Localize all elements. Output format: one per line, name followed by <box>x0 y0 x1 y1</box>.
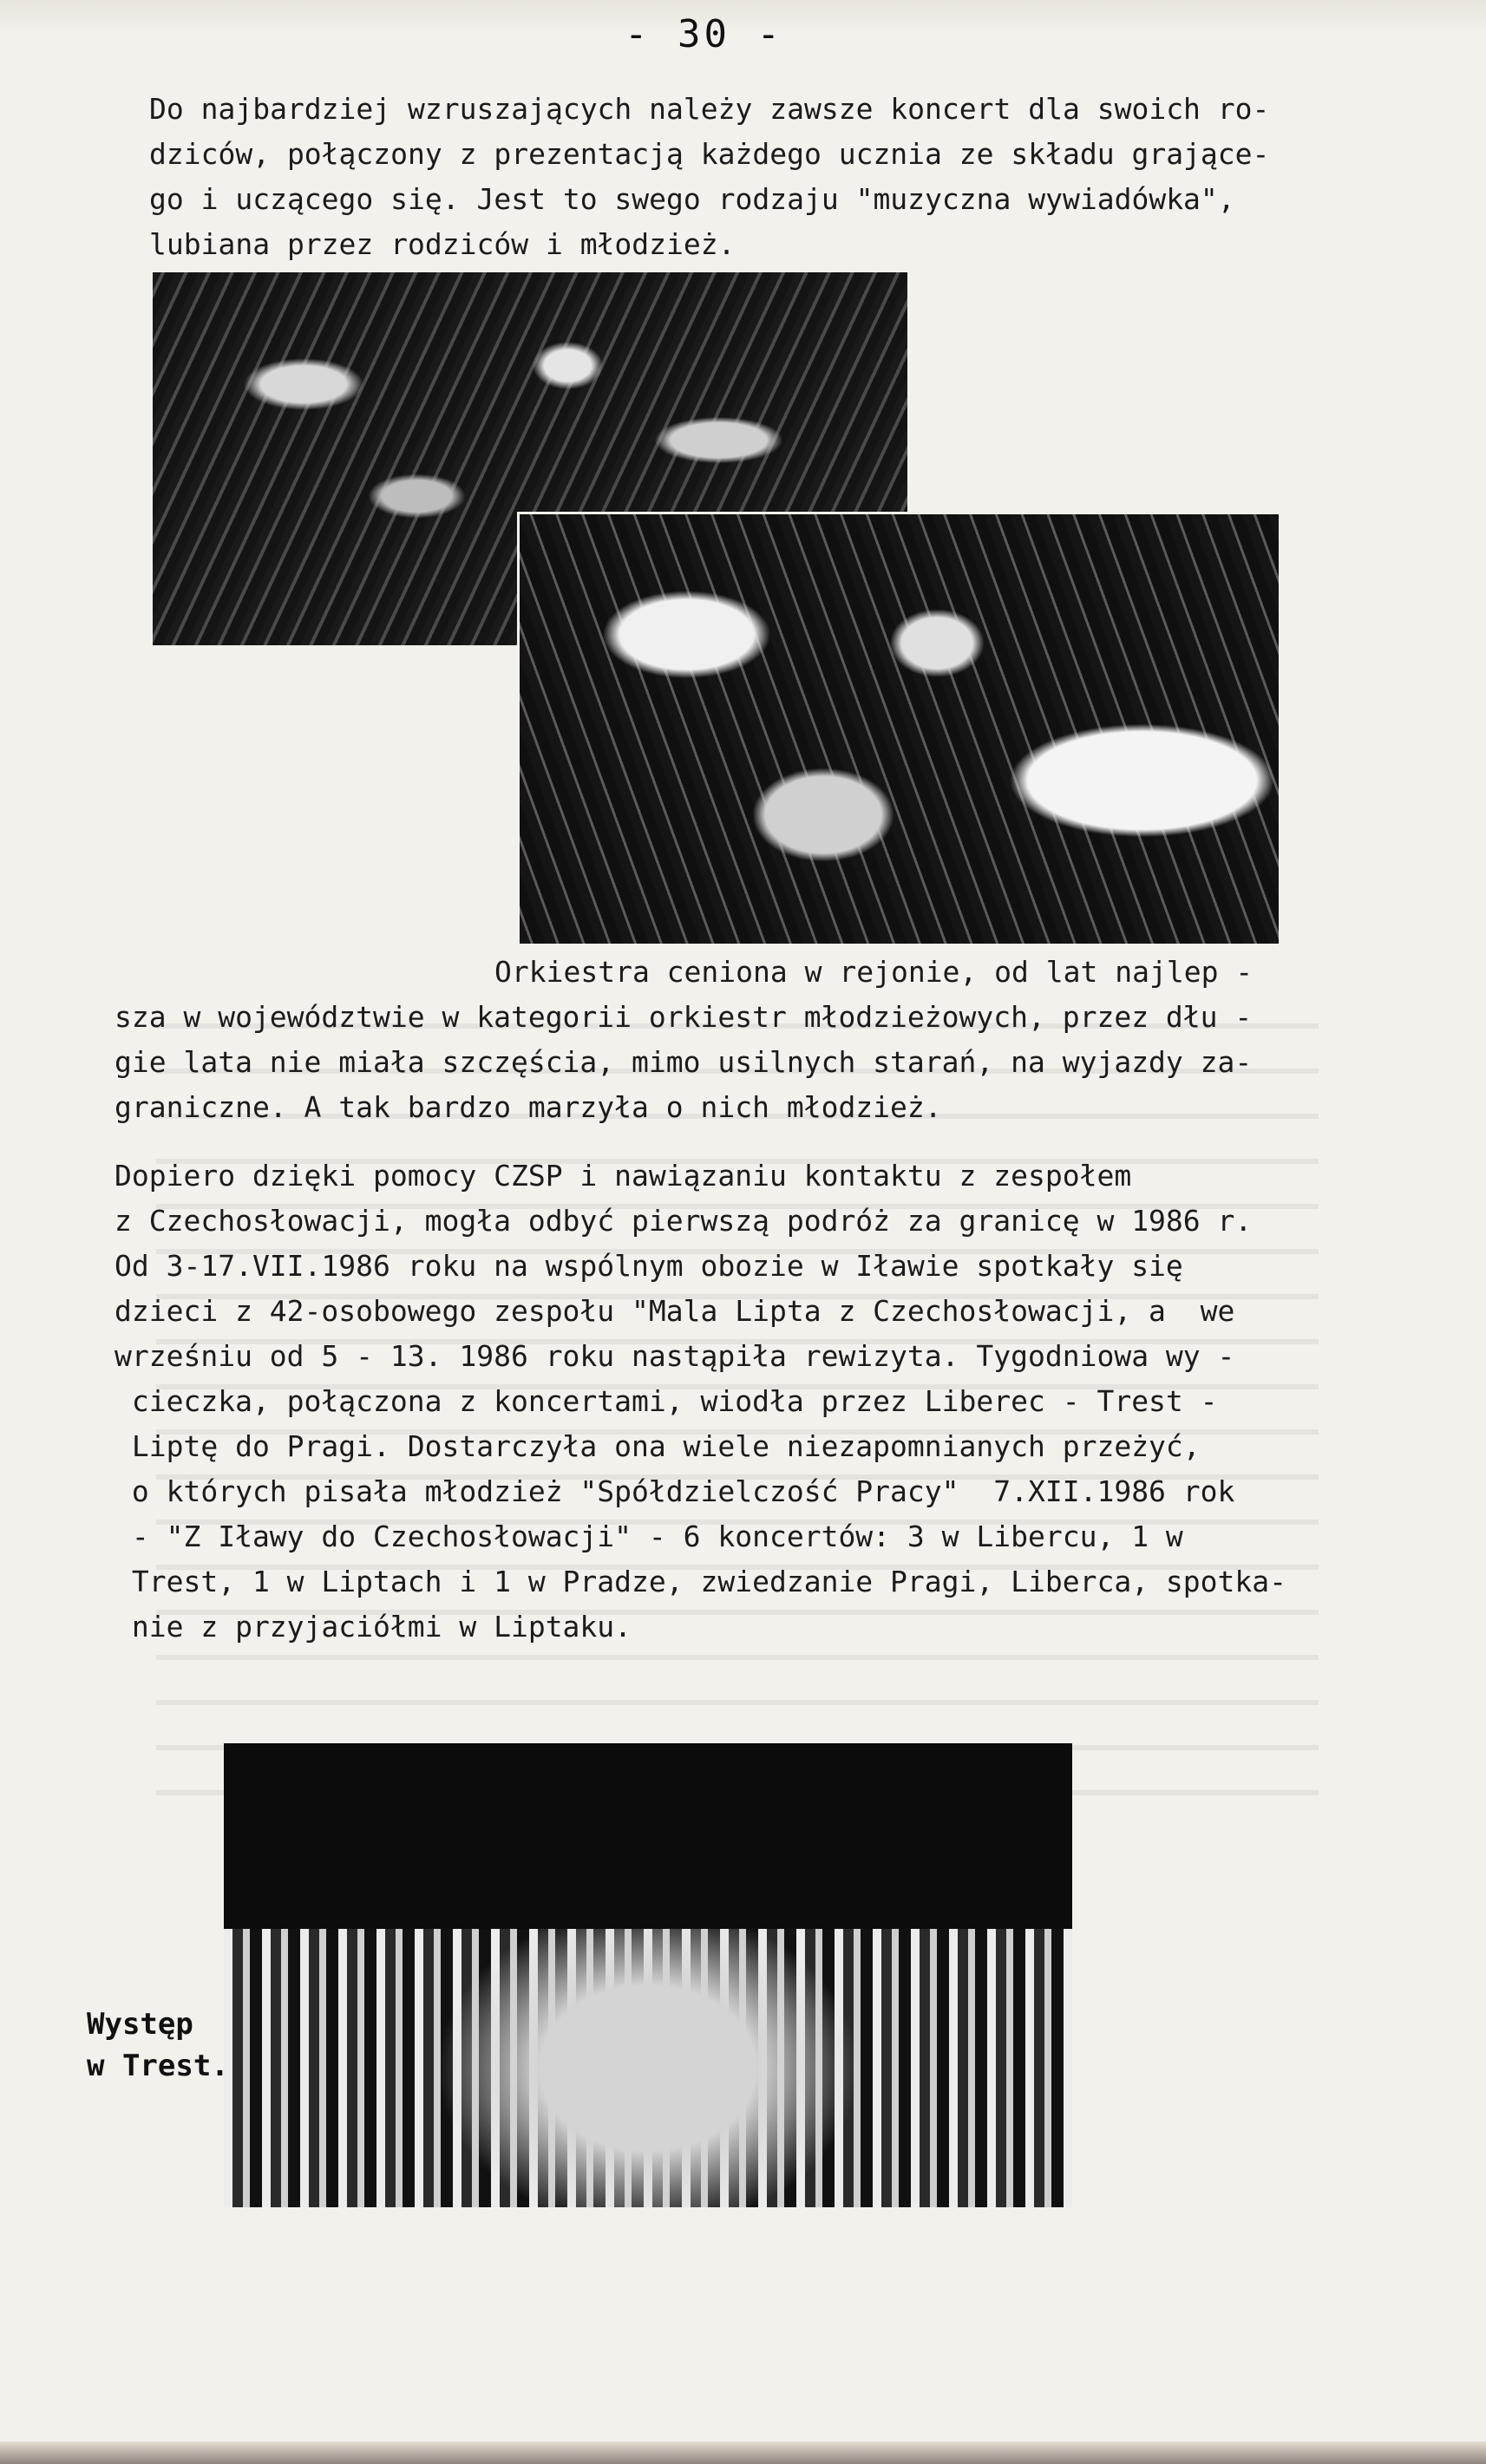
intro-paragraph: Do najbardziej wzruszających należy zawsze koncert dla swoich ro- dziców, połączony z prezentacją każdego ucznia ze składu grające- go i uczącego się. Jest to swego rodzaju "muzyczna wywiadówka", lubiana przez rodziców i młodzież. <box>149 92 1270 261</box>
orchestra-caption: Orkiestra ceniona w rejonie, od lat najlep - <box>494 955 1254 989</box>
page-number: - 30 - <box>625 12 783 56</box>
page-bottom-edge <box>0 2441 1486 2464</box>
performance-photo <box>224 1743 1072 2207</box>
trip-paragraph: Dopiero dzięki pomocy CZSP i nawiązaniu kontaktu z zespołem z Czechosłowacji, mogła odbyć pierwszą podróż za granicę w 1986 r. Od 3-17.VII.1986 roku na wspólnym obozie w Iławie spotkały się dzieci z 42-osobowego zespołu "Mala Lipta z Czechosłowacji, a we wrześniu od 5 - 13. 1986 roku nastąpiła rewizyta. Tygodniowa wy - cieczka, połączona z koncertami, wiodła przez Liberec - Trest - Liptę do Pragi. Dostarczyła ona wiele niezapomnianych przeżyć, o których pisała młodzież "Spółdzielczość Pracy" 7.XII.1986 rok - "Z Iławy do Czechosłowacji" - 6 koncertów: 3 w Libercu, 1 w Trest, 1 w Liptach i 1 w Pradze, zwiedzanie Pragi, Liberca, spotka- nie z przyjaciółmi w Liptaku. <box>115 1159 1287 1644</box>
audience-photo <box>517 512 1281 946</box>
performance-caption: Występ w Trest. <box>87 2007 229 2083</box>
orchestra-paragraph: sza w województwie w kategorii orkiestr młodzieżowych, przez dłu - gie lata nie miała szczęścia, mimo usilnych starań, na wyjazdy za- graniczne. A tak bardzo marzyła o nich młodzież. <box>115 1000 1253 1124</box>
